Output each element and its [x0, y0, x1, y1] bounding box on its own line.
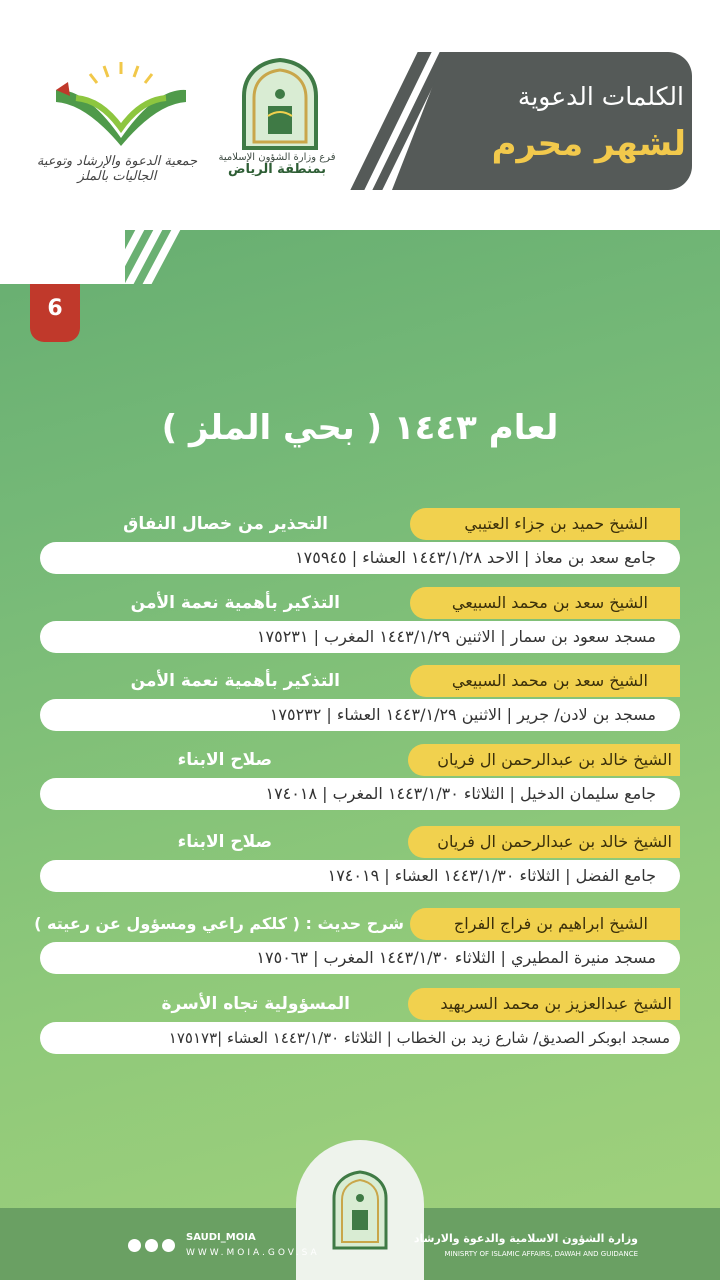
lecture-entry — [40, 744, 680, 822]
lecture-topic: صلاح الابناء — [177, 832, 272, 852]
lecture-topic: التذكير بأهمية نعمة الأمن — [130, 671, 340, 691]
page-number-badge: 6 — [30, 284, 80, 342]
twitter-icon[interactable] — [128, 1239, 141, 1252]
association-caption: جمعية الدعوة والإرشاد وتوعية الجاليات بالملز — [36, 154, 198, 184]
lecture-topic: التذكير بأهمية نعمة الأمن — [130, 593, 340, 613]
social-handle: SAUDI_MOIA — [186, 1232, 256, 1243]
lecture-topic: شرح حديث : ( كلكم راعي ومسؤول عن رعيته ) — [34, 914, 404, 933]
sheikh-name: الشيخ خالد بن عبدالرحمن ال فريان — [408, 826, 680, 858]
lecture-topic: التحذير من خصال النفاق — [123, 514, 328, 534]
ministry-name-en: MINISRTY OF ISLAMIC AFFAIRS, DAWAH AND GUIDANCE — [444, 1250, 638, 1258]
lecture-entry — [40, 826, 680, 904]
header-step — [0, 228, 125, 284]
ministry-logo — [322, 1168, 398, 1256]
association-logo — [46, 58, 196, 148]
sheikh-name: الشيخ عبدالعزيز بن محمد السريهيد — [408, 988, 680, 1020]
lecture-details: جامع الفضل | الثلاثاء ١٤٤٣/١/٣٠ العشاء | ١٧٤٠١٩ — [40, 860, 680, 892]
instagram-icon[interactable] — [145, 1239, 158, 1252]
lecture-details: جامع سعد بن معاذ | الاحد ١٤٤٣/١/٢٨ العشاء | ١٧٥٩٤٥ — [40, 542, 680, 574]
sheikh-name: الشيخ سعد بن محمد السبيعي — [410, 665, 680, 697]
lecture-details: مسجد بن لادن/ جرير | الاثنين ١٤٤٣/١/٢٩ العشاء | ١٧٥٢٣٢ — [40, 699, 680, 731]
website-url[interactable]: WWW.MOIA.GOV.SA — [186, 1248, 320, 1258]
title-line-2: لشهر محرم — [491, 124, 686, 164]
lecture-details: جامع سليمان الدخيل | الثلاثاء ١٤٤٣/١/٣٠ المغرب | ١٧٤٠١٨ — [40, 778, 680, 810]
ministry-branch-caption: فرع وزارة الشؤون الإسلامية بمنطقة الرياض — [218, 152, 336, 177]
lecture-entry — [34, 908, 680, 986]
lecture-entry — [40, 665, 680, 743]
lecture-details: مسجد سعود بن سمار | الاثنين ١٤٤٣/١/٢٩ المغرب | ١٧٥٢٣١ — [40, 621, 680, 653]
sheikh-name: الشيخ حميد بن جزاء العتيبي — [410, 508, 680, 540]
year-title: لعام ١٤٤٣ ( بحي الملز ) — [161, 408, 559, 448]
sheikh-name: الشيخ ابراهيم بن فراج الفراج — [410, 908, 680, 940]
lecture-topic: المسؤولية تجاه الأسرة — [161, 994, 350, 1014]
lecture-details: مسجد منيرة المطيري | الثلاثاء ١٤٤٣/١/٣٠ المغرب | ١٧٥٠٦٣ — [40, 942, 680, 974]
sheikh-name: الشيخ سعد بن محمد السبيعي — [410, 587, 680, 619]
lecture-entry — [40, 587, 680, 665]
title-line-1: الكلمات الدعوية — [517, 82, 684, 111]
lecture-topic: صلاح الابناء — [177, 750, 272, 770]
facebook-icon[interactable] — [162, 1239, 175, 1252]
lecture-entry — [40, 988, 680, 1066]
sheikh-name: الشيخ خالد بن عبدالرحمن ال فريان — [408, 744, 680, 776]
lecture-details: مسجد ابوبكر الصديق/ شارع زيد بن الخطاب | الثلاثاء ١٤٤٣/١/٣٠ العشاء |١٧٥١٧٣ — [40, 1022, 680, 1054]
decor-slashes — [112, 226, 172, 282]
ministry-name-ar: وزارة الشؤون الاسلامية والدعوة والارشاد — [413, 1232, 638, 1245]
lecture-entry — [40, 508, 680, 586]
